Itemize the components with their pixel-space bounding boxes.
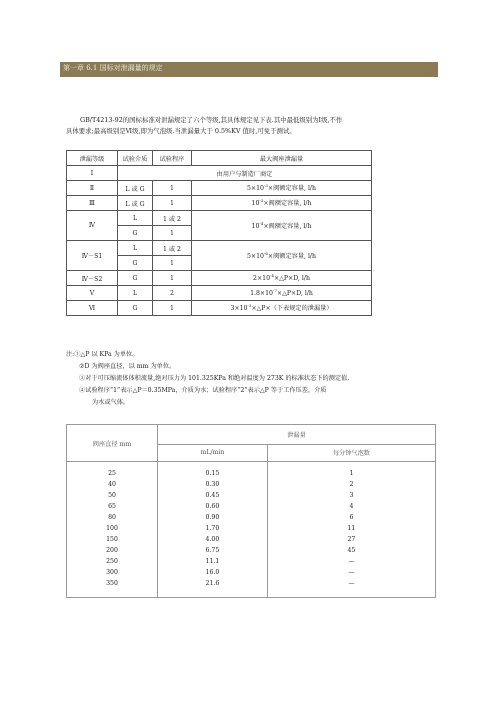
table-row: [67, 181, 372, 196]
header-max-leak: 最大阀座泄漏量: [192, 151, 372, 166]
header-ml-min: mL/min: [158, 444, 268, 461]
intro-line-1: GB/T4213-92的国标标准对泄漏规定了六个等级,其具体规定见下表.其中最低级别为Ⅰ级,不作: [80, 116, 343, 124]
procedure-cell: 1: [153, 271, 192, 286]
header-grade: 泄漏等级: [67, 151, 118, 166]
seat-diameter-value: 250: [106, 558, 118, 565]
leak-cell: $10^{-4}\times$阀额定容量, l/h: [192, 211, 372, 241]
bubble-count-value: —: [348, 580, 355, 587]
table-row: [67, 211, 372, 226]
grade-cell: Ⅳ: [67, 211, 118, 241]
grade-cell: Ⅲ: [67, 196, 118, 211]
leak-ml-value: 0.30: [205, 481, 220, 488]
procedure-cell: 1: [153, 256, 192, 271]
bubble-count-value: 6: [349, 514, 354, 521]
note-3: ③对于可压缩流体体积流量,绝对压力为 101.325KPa 和绝对温度为 273K 的标准状态下的测定值.: [79, 375, 350, 382]
procedure-cell: 1: [153, 226, 192, 241]
medium-cell: G: [118, 256, 153, 271]
procedure-cell: 1 或 2: [153, 211, 192, 226]
bubble-count-value: 1: [349, 470, 354, 477]
diameter-column: [67, 462, 158, 598]
bubble-count-value: 4: [349, 503, 354, 510]
table-row: [67, 462, 436, 598]
table-header-row: [67, 425, 436, 445]
medium-cell: L: [118, 211, 153, 226]
medium-cell: L 或 G: [118, 181, 153, 196]
bubble-count-value: 11: [347, 525, 356, 532]
leak-ml-value: 1.70: [205, 525, 220, 532]
medium-cell: G: [118, 301, 153, 316]
seat-diameter-value: 80: [108, 514, 116, 521]
table-row: [67, 271, 372, 286]
grade-cell: Ⅱ: [67, 181, 118, 196]
bubbles-column: [267, 462, 435, 598]
bubble-count-value: —: [348, 558, 355, 565]
medium-cell: L 或 G: [118, 196, 153, 211]
leak-ml-value: 0.90: [205, 514, 220, 521]
seat-diameter-value: 100: [106, 525, 118, 532]
procedure-cell: 1 或 2: [153, 241, 192, 256]
table-row: [67, 196, 372, 211]
intro-paragraph: [66, 115, 436, 137]
note-1: 注:①△P 以 KPa 为单位。: [66, 351, 139, 358]
procedure-cell: 2: [153, 286, 192, 301]
medium-cell: L: [118, 241, 153, 256]
procedure-cell: 1: [153, 301, 192, 316]
header-seat-diameter: 阀座直径 mm: [67, 425, 158, 462]
note-2: ②D 为阀座直径，以 mm 为单位。: [79, 363, 176, 370]
intro-line-2: 具体要求;最高级别是Ⅵ级,即为气泡级.当泄漏量大于 0.5%KV 值时,可免于测试。: [66, 127, 296, 135]
medium-cell: G: [118, 271, 153, 286]
leak-cell: $1.8\times 10^{-7}\times\triangle P\times D$, l/h: [192, 286, 372, 301]
ml-column: [158, 462, 268, 598]
medium-cell: G: [118, 226, 153, 241]
chapter-banner: [60, 62, 438, 77]
grade-cell: Ⅴ: [67, 286, 118, 301]
seat-diameter-value: 50: [108, 492, 116, 499]
leak-cell: $2\times 10^{-4}\times\triangle P\times D$, l/h: [192, 271, 372, 286]
leakage-class-table: [66, 150, 372, 316]
header-procedure: 试验程序: [153, 151, 192, 166]
leak-ml-value: 0.15: [205, 470, 220, 477]
procedure-cell: 1: [153, 196, 192, 211]
bubble-count-value: 2: [349, 481, 354, 488]
leak-ml-value: 4.00: [205, 536, 220, 543]
bubble-count-value: 27: [347, 536, 356, 543]
leak-ml-value: 0.60: [205, 503, 220, 510]
table-header-row: [67, 151, 372, 166]
note-5: 为水或气体。: [92, 399, 130, 406]
seat-diameter-value: 300: [106, 569, 118, 576]
bubble-count-value: 45: [347, 547, 356, 554]
seat-diameter-value: 150: [106, 536, 118, 543]
header-bubbles: 每分钟气泡数: [267, 444, 435, 461]
leak-ml-value: 16.0: [205, 569, 220, 576]
leak-cell: 由用户与制造厂商定: [118, 166, 372, 181]
grade-cell: Ⅳ－S1: [67, 241, 118, 271]
bubble-count-value: —: [348, 569, 355, 576]
leak-cell: $5\times 10^{-3}\times$阀额定容量, l/h: [192, 181, 372, 196]
leak-ml-value: 21.6: [205, 580, 220, 587]
seat-diameter-value: 40: [108, 481, 116, 488]
table-row: [67, 301, 372, 316]
seat-diameter-value: 25: [108, 470, 116, 477]
table-row: [67, 166, 372, 181]
table-notes: [66, 349, 442, 409]
leak-ml-value: 0.45: [205, 492, 220, 499]
note-4: ④试验程序“1”表示△P＝0.35MPa，介质为水；试验程序“2”表示△P 等于工作压差，介质: [79, 387, 327, 394]
table-row: [67, 241, 372, 256]
grade-cell: Ⅵ: [67, 301, 118, 316]
leak-ml-value: 6.75: [205, 547, 220, 554]
medium-cell: L: [118, 286, 153, 301]
grade-cell: Ⅰ: [67, 166, 118, 181]
leak-ml-value: 11.1: [205, 558, 220, 565]
bubble-count-value: 3: [349, 492, 354, 499]
chapter-title: 第一章 6.1 国标对泄漏量的规定: [63, 64, 163, 72]
seat-diameter-value: 200: [106, 547, 118, 554]
header-leak: 泄漏量: [158, 425, 436, 445]
procedure-cell: 1: [153, 181, 192, 196]
leak-cell: $3\times 10^{-3}\times\triangle P\times$（下表规定的泄漏量）: [192, 301, 372, 316]
bubble-leak-table: [66, 424, 436, 598]
seat-diameter-value: 65: [108, 503, 116, 510]
table-row: [67, 286, 372, 301]
seat-diameter-value: 350: [106, 580, 118, 587]
leak-cell: $10^{-3}\times$阀额定容量, l/h: [192, 196, 372, 211]
leak-cell: $5\times 10^{-6}\times$阀额定容量, l/h: [192, 241, 372, 271]
header-medium: 试验介质: [118, 151, 153, 166]
grade-cell: Ⅳ－S2: [67, 271, 118, 286]
